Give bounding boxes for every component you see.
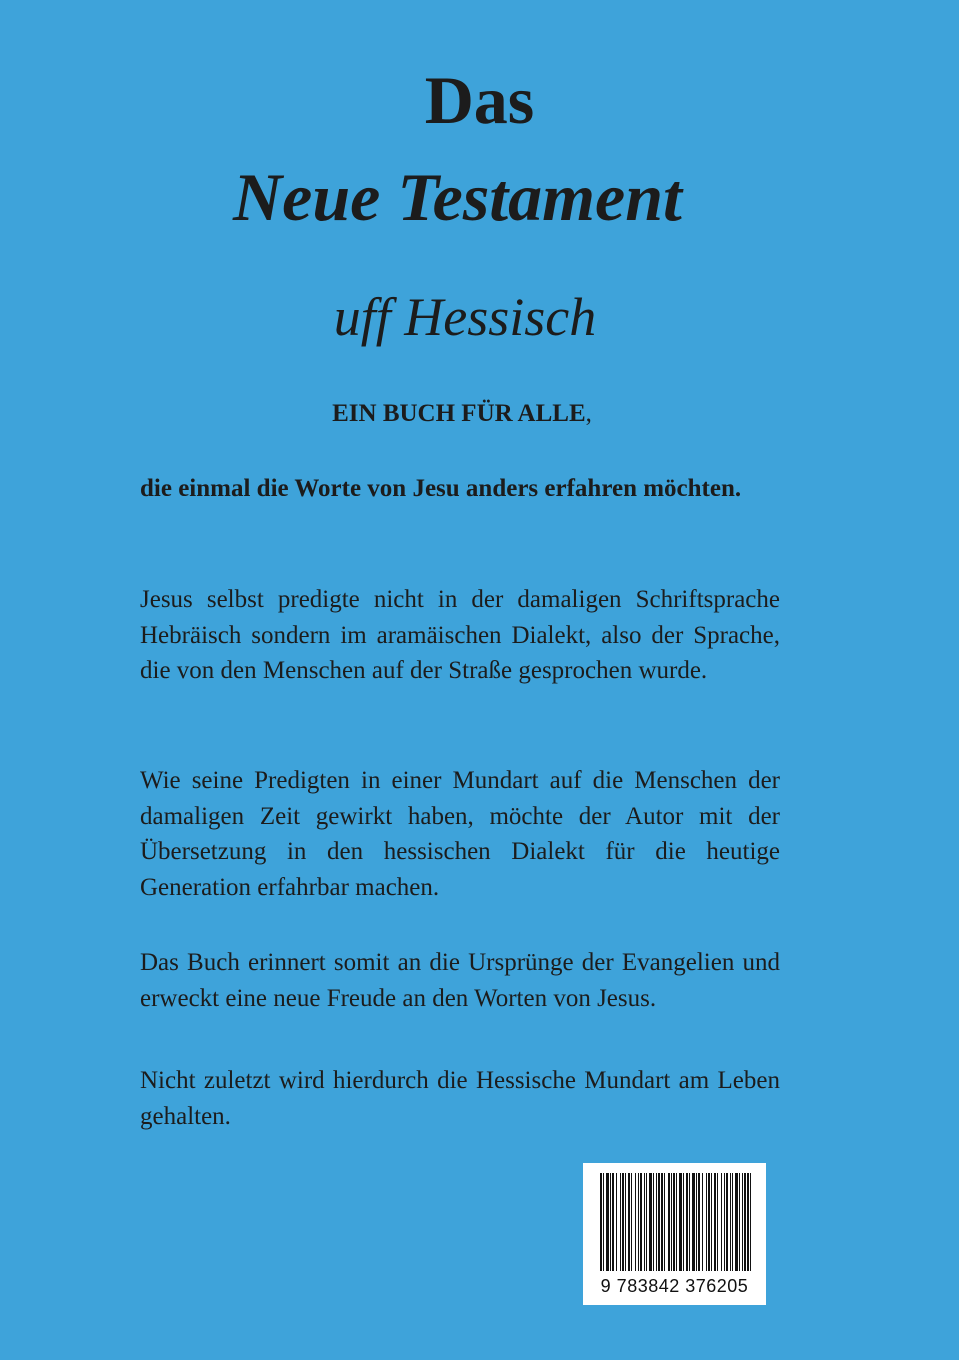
barcode-bar <box>717 1173 718 1271</box>
barcode-bar <box>711 1173 712 1271</box>
barcode-bar <box>612 1173 614 1271</box>
barcode-bar <box>724 1173 725 1271</box>
barcode-bar <box>656 1173 657 1271</box>
barcode-bar <box>735 1173 738 1271</box>
barcode-bar <box>646 1173 647 1271</box>
barcode-bar <box>702 1173 703 1271</box>
barcode-bar <box>628 1173 630 1271</box>
barcode-bar <box>603 1173 604 1271</box>
barcode-bar <box>644 1173 645 1271</box>
barcode <box>583 1163 766 1305</box>
barcode-bar <box>658 1173 660 1271</box>
title-das: Das <box>424 62 535 138</box>
barcode-bar <box>616 1173 617 1271</box>
headline-text: EIN BUCH FÜR ALLE <box>332 400 586 427</box>
barcode-bar <box>686 1173 688 1271</box>
barcode-bar <box>676 1173 677 1271</box>
paragraph-2: Wie seine Predigten in einer Mundart auf die Menschen der damaligen Zeit gewirkt haben, möchte der Autor mit der Übersetzung in den hessischen Dialekt für die heutige Generation erfahrbar machen. <box>140 767 780 901</box>
barcode-bar <box>698 1173 700 1271</box>
barcode-bar <box>653 1173 654 1271</box>
headline <box>0 396 924 432</box>
barcode-bar <box>668 1173 670 1271</box>
barcode-bar <box>732 1173 733 1271</box>
barcode-bar <box>625 1173 626 1271</box>
barcode-bar <box>683 1173 684 1271</box>
barcode-bar <box>600 1173 602 1271</box>
subtitle-uff-hessisch: uff Hessisch <box>333 287 597 347</box>
barcode-bar <box>679 1173 682 1271</box>
barcode-bar <box>610 1173 611 1271</box>
barcode-bar <box>706 1173 707 1271</box>
barcode-bar <box>696 1173 697 1271</box>
barcode-bar <box>744 1173 746 1271</box>
isbn-number: 9 783842 376205 <box>600 1276 749 1296</box>
barcode-bar <box>638 1173 639 1271</box>
headline-comma: , <box>585 400 592 427</box>
barcode-bar <box>692 1173 695 1271</box>
barcode-bar <box>635 1173 636 1271</box>
barcode-bar <box>726 1173 728 1271</box>
intro-bold-paragraph: die einmal die Worte von Jesu anders erfahren möchten. <box>140 475 742 502</box>
barcode-bar <box>661 1173 663 1271</box>
barcode-bar <box>739 1173 740 1271</box>
paragraph-3: Das Buch erinnert somit an die Ursprünge der Evangelien und erweckt eine neue Freude an den Worten von Jesus. <box>140 949 780 1012</box>
barcode-bar <box>649 1173 652 1271</box>
barcode-bar <box>708 1173 710 1271</box>
barcode-bar <box>689 1173 690 1271</box>
barcode-bar <box>714 1173 716 1271</box>
barcode-bar <box>606 1173 609 1271</box>
barcode-bar <box>664 1173 665 1271</box>
paragraph-1: Jesus selbst predigte nicht in der damaligen Schriftsprache Hebräisch sondern im aramäischen Dialekt, also der Sprache, die von den Menschen auf der Straße gesprochen wurde. <box>140 586 780 684</box>
barcode-bar <box>742 1173 743 1271</box>
barcode-bar <box>730 1173 731 1271</box>
barcode-bar <box>620 1173 621 1271</box>
barcode-bar <box>721 1173 722 1271</box>
barcode-bar <box>673 1173 675 1271</box>
barcode-bar <box>750 1173 751 1271</box>
title-neue-testament: Neue Testament <box>233 159 682 235</box>
barcode-bar <box>671 1173 672 1271</box>
barcode-bar <box>747 1173 749 1271</box>
paragraph-4: Nicht zuletzt wird hierdurch die Hessische Mundart am Leben gehalten. <box>140 1067 780 1130</box>
barcode-bar <box>640 1173 642 1271</box>
barcode-bar <box>631 1173 632 1271</box>
barcode-bar <box>622 1173 624 1271</box>
